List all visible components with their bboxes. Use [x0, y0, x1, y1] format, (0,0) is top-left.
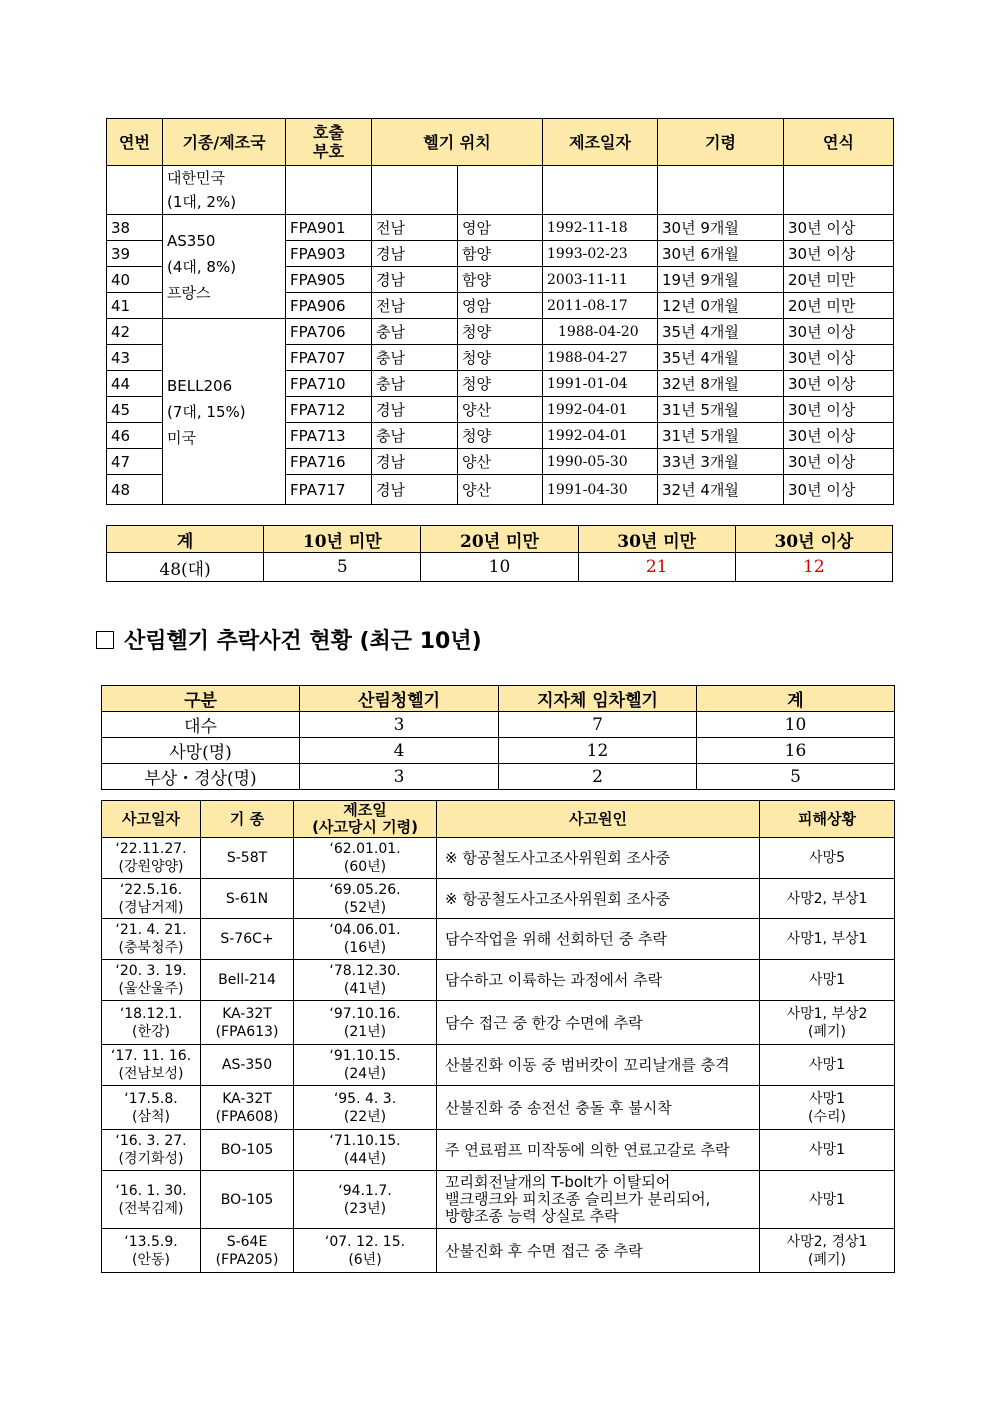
age-summary-table — [106, 525, 893, 582]
province: 충남 — [372, 371, 458, 397]
aircraft-age: 31년 5개월 — [658, 397, 784, 423]
aircraft-age: 31년 5개월 — [658, 423, 784, 449]
table-header-row — [102, 801, 895, 838]
manufacture-date: 1991-04-30 — [543, 475, 658, 505]
casualty-cell: 3 — [300, 764, 499, 790]
accident-date: ‘18.12.1. (한강) — [102, 1001, 201, 1045]
accident-date: ‘17. 11. 16. (전남보성) — [102, 1045, 201, 1086]
city: 청양 — [458, 319, 543, 345]
aircraft-age: 12년 0개월 — [658, 293, 784, 319]
aircraft-age: 19년 9개월 — [658, 267, 784, 293]
aircraft-model: BO-105 — [201, 1130, 294, 1171]
manufacture-date: 1992-04-01 — [543, 423, 658, 449]
damage-status: 사망1, 부상2 (폐기) — [760, 1001, 895, 1045]
aircraft-age: 32년 8개월 — [658, 371, 784, 397]
casualty-cell: 부상・경상(명) — [102, 764, 300, 790]
summary-value: 48(대) — [107, 553, 264, 582]
col-header-callsign: 호출 부호 — [286, 119, 372, 166]
group-korea: 대한민국 (1대, 2%) — [163, 166, 286, 215]
col-header-era: 연식 — [784, 119, 894, 166]
damage-status: 사망5 — [760, 838, 895, 879]
damage-status: 사망1 (수리) — [760, 1086, 895, 1130]
age-class: 30년 이상 — [784, 475, 894, 505]
casualty-cell: 4 — [300, 738, 499, 764]
casualty-cell: 16 — [697, 738, 895, 764]
accident-header: 기 종 — [201, 801, 294, 838]
damage-status: 사망1 — [760, 1130, 895, 1171]
manufacture-date: ‘95. 4. 3. (22년) — [294, 1086, 437, 1130]
table-row — [102, 712, 895, 738]
table-row — [102, 764, 895, 790]
casualty-cell: 12 — [499, 738, 697, 764]
accident-date: ‘20. 3. 19. (울산울주) — [102, 960, 201, 1001]
accident-date: ‘17.5.8. (삼척) — [102, 1086, 201, 1130]
damage-status: 사망1 — [760, 1045, 895, 1086]
callsign: FPA905 — [286, 267, 372, 293]
aircraft-age: 32년 4개월 — [658, 475, 784, 505]
section-heading: 산림헬기 추락사건 현황 (최근 10년) — [96, 624, 482, 655]
row-number: 38 — [107, 215, 163, 241]
table-row — [107, 553, 893, 582]
group-as350-model: AS350 — [167, 231, 216, 250]
aircraft-model: KA-32T (FPA613) — [201, 1001, 294, 1045]
city: 청양 — [458, 345, 543, 371]
accident-cause: 담수하고 이륙하는 과정에서 추락 — [437, 960, 760, 1001]
manufacture-date: 1991-01-04 — [543, 371, 658, 397]
accident-header: 사고일자 — [102, 801, 201, 838]
accident-cause: 산불진화 중 송전선 충돌 후 불시착 — [437, 1086, 760, 1130]
callsign: FPA716 — [286, 449, 372, 475]
col-header-date: 제조일자 — [543, 119, 658, 166]
age-class: 30년 이상 — [784, 423, 894, 449]
table-row — [102, 879, 895, 919]
manufacture-date: 2003-11-11 — [543, 267, 658, 293]
col-header-location: 헬기 위치 — [372, 119, 543, 166]
accident-cause: ※ 항공철도사고조사위원회 조사중 — [437, 838, 760, 879]
table-row — [102, 1130, 895, 1171]
accident-cause: ※ 항공철도사고조사위원회 조사중 — [437, 879, 760, 919]
aircraft-age: 33년 3개월 — [658, 449, 784, 475]
table-header-row — [102, 686, 895, 712]
age-class: 30년 이상 — [784, 319, 894, 345]
callsign: FPA906 — [286, 293, 372, 319]
city: 양산 — [458, 397, 543, 423]
accident-cause: 꼬리회전날개의 T-bolt가 이탈되어 밸크랭크와 피치조종 슬리브가 분리되어, 방향조종 능력 상실로 추락 — [437, 1171, 760, 1229]
manufacture-date: ‘71.10.15. (44년) — [294, 1130, 437, 1171]
summary-value: 10 — [421, 553, 578, 582]
damage-status: 사망1 — [760, 960, 895, 1001]
callsign: FPA717 — [286, 475, 372, 505]
casualty-header: 계 — [697, 686, 895, 712]
table-row — [107, 215, 894, 241]
row-number: 46 — [107, 423, 163, 449]
damage-status: 사망2, 부상1 — [760, 879, 895, 919]
accident-cause: 산불진화 이동 중 범버캇이 꼬리날개를 충격 — [437, 1045, 760, 1086]
group-bell206 — [163, 319, 286, 505]
row-number: 39 — [107, 241, 163, 267]
age-class: 30년 이상 — [784, 371, 894, 397]
province: 충남 — [372, 423, 458, 449]
accident-date: ‘16. 3. 27. (경기화성) — [102, 1130, 201, 1171]
manufacture-date: 1990-05-30 — [543, 449, 658, 475]
age-class: 20년 미만 — [784, 293, 894, 319]
accident-cause: 주 연료펌프 미작동에 의한 연료고갈로 추락 — [437, 1130, 760, 1171]
province: 경남 — [372, 449, 458, 475]
province: 전남 — [372, 293, 458, 319]
aircraft-age: 30년 9개월 — [658, 215, 784, 241]
table-row — [102, 1001, 895, 1045]
accident-header: 피해상황 — [760, 801, 895, 838]
city: 함양 — [458, 241, 543, 267]
summary-header: 30년 미만 — [578, 526, 735, 553]
age-class: 30년 이상 — [784, 215, 894, 241]
casualty-cell: 5 — [697, 764, 895, 790]
summary-header: 20년 미만 — [421, 526, 578, 553]
row-number: 44 — [107, 371, 163, 397]
manufacture-date: ‘97.10.16. (21년) — [294, 1001, 437, 1045]
accident-date: ‘21. 4. 21. (충북청주) — [102, 919, 201, 960]
summary-header: 10년 미만 — [264, 526, 421, 553]
manufacture-date: ‘91.10.15. (24년) — [294, 1045, 437, 1086]
city: 영암 — [458, 293, 543, 319]
casualty-cell: 사망(명) — [102, 738, 300, 764]
casualty-table — [101, 685, 895, 790]
table-header-row — [107, 526, 893, 553]
city: 청양 — [458, 371, 543, 397]
province: 경남 — [372, 397, 458, 423]
age-class: 30년 이상 — [784, 345, 894, 371]
helicopter-table — [106, 118, 894, 505]
summary-value: 5 — [264, 553, 421, 582]
summary-value: 21 — [578, 553, 735, 582]
aircraft-model: S-64E (FPA205) — [201, 1229, 294, 1273]
aircraft-age: 30년 6개월 — [658, 241, 784, 267]
accident-date: ‘22.11.27. (강원양양) — [102, 838, 201, 879]
manufacture-date: ‘69.05.26. (52년) — [294, 879, 437, 919]
province: 전남 — [372, 215, 458, 241]
city: 함양 — [458, 267, 543, 293]
province: 경남 — [372, 475, 458, 505]
age-class: 20년 미만 — [784, 267, 894, 293]
manufacture-date: 1992-04-01 — [543, 397, 658, 423]
damage-status: 사망2, 경상1 (폐기) — [760, 1229, 895, 1273]
aircraft-model: S-58T — [201, 838, 294, 879]
callsign: FPA707 — [286, 345, 372, 371]
group-as350 — [163, 215, 286, 319]
aircraft-model: Bell-214 — [201, 960, 294, 1001]
col-header-age: 기령 — [658, 119, 784, 166]
manufacture-date: ‘07. 12. 15. (6년) — [294, 1229, 437, 1273]
manufacture-date: ‘94.1.7. (23년) — [294, 1171, 437, 1229]
casualty-cell: 대수 — [102, 712, 300, 738]
damage-status: 사망1, 부상1 — [760, 919, 895, 960]
accident-table — [101, 800, 895, 1273]
row-number: 47 — [107, 449, 163, 475]
callsign: FPA901 — [286, 215, 372, 241]
table-row — [102, 1086, 895, 1130]
age-class: 30년 이상 — [784, 397, 894, 423]
city: 영암 — [458, 215, 543, 241]
aircraft-model: S-61N — [201, 879, 294, 919]
manufacture-date: 1988-04-20 — [543, 319, 658, 345]
casualty-cell: 2 — [499, 764, 697, 790]
callsign: FPA706 — [286, 319, 372, 345]
callsign: FPA712 — [286, 397, 372, 423]
row-number: 45 — [107, 397, 163, 423]
accident-header: 제조일 (사고당시 기령) — [294, 801, 437, 838]
casualty-header: 산림청헬기 — [300, 686, 499, 712]
row-number: 42 — [107, 319, 163, 345]
group-as350-country: 프랑스 — [167, 283, 211, 302]
table-row — [107, 319, 894, 345]
row-number: 48 — [107, 475, 163, 505]
aircraft-age: 35년 4개월 — [658, 345, 784, 371]
group-as350-count: (4대, 8%) — [167, 257, 237, 276]
callsign: FPA713 — [286, 423, 372, 449]
table-header-row — [107, 119, 894, 166]
manufacture-date: ‘78.12.30. (41년) — [294, 960, 437, 1001]
damage-status: 사망1 — [760, 1171, 895, 1229]
casualty-cell: 7 — [499, 712, 697, 738]
group-bell206-model: BELL206 — [167, 376, 233, 395]
accident-header: 사고원인 — [437, 801, 760, 838]
accident-date: ‘16. 1. 30. (전북김제) — [102, 1171, 201, 1229]
group-bell206-country: 미국 — [167, 428, 196, 447]
aircraft-model: S-76C+ — [201, 919, 294, 960]
col-header-no: 연번 — [107, 119, 163, 166]
casualty-header: 구분 — [102, 686, 300, 712]
aircraft-model: KA-32T (FPA608) — [201, 1086, 294, 1130]
callsign: FPA710 — [286, 371, 372, 397]
province: 경남 — [372, 267, 458, 293]
manufacture-date: ‘04.06.01. (16년) — [294, 919, 437, 960]
table-row — [102, 1229, 895, 1273]
province: 충남 — [372, 345, 458, 371]
accident-date: ‘13.5.9. (안동) — [102, 1229, 201, 1273]
table-row — [107, 166, 894, 215]
accident-cause: 담수작업을 위해 선회하던 중 추락 — [437, 919, 760, 960]
summary-header: 계 — [107, 526, 264, 553]
table-row — [102, 919, 895, 960]
table-row — [102, 838, 895, 879]
aircraft-age: 35년 4개월 — [658, 319, 784, 345]
manufacture-date: 1992-11-18 — [543, 215, 658, 241]
casualty-cell: 3 — [300, 712, 499, 738]
row-number: 40 — [107, 267, 163, 293]
summary-value: 12 — [735, 553, 892, 582]
province: 충남 — [372, 319, 458, 345]
table-row — [102, 738, 895, 764]
city: 양산 — [458, 475, 543, 505]
table-row — [102, 1171, 895, 1229]
accident-cause: 담수 접근 중 한강 수면에 추락 — [437, 1001, 760, 1045]
callsign: FPA903 — [286, 241, 372, 267]
row-number: 41 — [107, 293, 163, 319]
casualty-header: 지자체 임차헬기 — [499, 686, 697, 712]
accident-date: ‘22.5.16. (경남거제) — [102, 879, 201, 919]
manufacture-date: ‘62.01.01. (60년) — [294, 838, 437, 879]
summary-header: 30년 이상 — [735, 526, 892, 553]
col-header-model: 기종/제조국 — [163, 119, 286, 166]
casualty-cell: 10 — [697, 712, 895, 738]
table-row — [102, 960, 895, 1001]
row-number: 43 — [107, 345, 163, 371]
age-class: 30년 이상 — [784, 449, 894, 475]
manufacture-date: 1988-04-27 — [543, 345, 658, 371]
accident-cause: 산불진화 후 수면 접근 중 추락 — [437, 1229, 760, 1273]
table-row — [102, 1045, 895, 1086]
manufacture-date: 1993-02-23 — [543, 241, 658, 267]
checkbox-square-icon — [96, 631, 114, 649]
aircraft-model: AS-350 — [201, 1045, 294, 1086]
aircraft-model: BO-105 — [201, 1171, 294, 1229]
city: 청양 — [458, 423, 543, 449]
age-class: 30년 이상 — [784, 241, 894, 267]
province: 경남 — [372, 241, 458, 267]
city: 양산 — [458, 449, 543, 475]
group-bell206-count: (7대, 15%) — [167, 402, 246, 421]
manufacture-date: 2011-08-17 — [543, 293, 658, 319]
